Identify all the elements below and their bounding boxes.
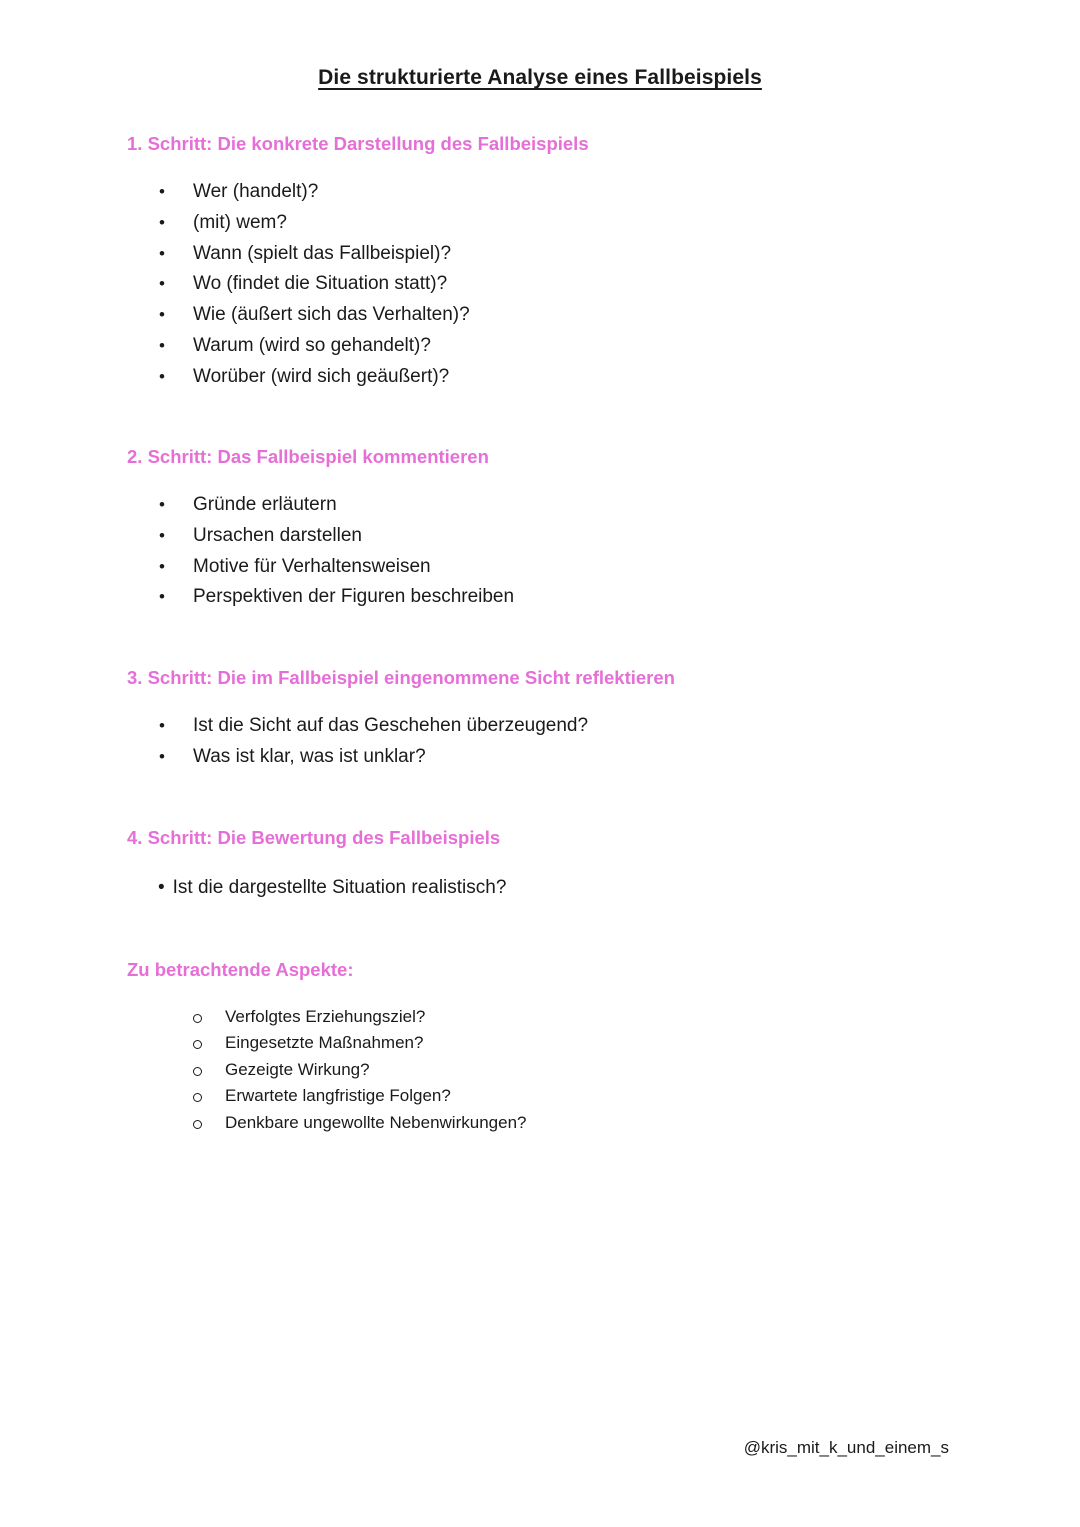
list-item: Eingesetzte Maßnahmen? <box>0 1030 526 1056</box>
list-item: • Warum (wird so gehandelt)? <box>0 331 470 362</box>
bullet-icon: • <box>159 716 165 735</box>
list-item: • Ist die dargestellte Situation realistisch? <box>158 877 507 898</box>
section-2-heading: 2. Schritt: Das Fallbeispiel kommentieren <box>127 446 489 467</box>
list-item: • Worüber (wird sich geäußert)? <box>0 362 470 393</box>
list-item: • Motive für Verhaltensweisen <box>0 552 514 583</box>
section-1-heading: 1. Schritt: Die konkrete Darstellung des Fallbeispiels <box>127 133 589 154</box>
section-3-heading: 3. Schritt: Die im Fallbeispiel eingenommene Sicht reflektieren <box>127 667 675 688</box>
list-item: • Wie (äußert sich das Verhalten)? <box>0 300 470 331</box>
list-item: • Ist die Sicht auf das Geschehen überzeugend? <box>0 711 588 742</box>
list-item: • (mit) wem? <box>0 208 470 239</box>
section-2-list <box>0 490 514 613</box>
bullet-icon: • <box>158 877 165 898</box>
aspects-heading: Zu betrachtende Aspekte: <box>127 959 354 980</box>
section-4-heading: 4. Schritt: Die Bewertung des Fallbeispiels <box>127 827 501 848</box>
bullet-icon: • <box>159 335 165 355</box>
bullet-icon: • <box>159 556 165 576</box>
bullet-icon: • <box>159 587 165 607</box>
aspects-list <box>0 1004 526 1136</box>
list-item: • Was ist klar, was ist unklar? <box>0 742 588 773</box>
bullet-icon: • <box>159 305 165 325</box>
list-item: • Wo (findet die Situation statt)? <box>0 269 470 300</box>
list-item: • Gründe erläutern <box>0 490 514 521</box>
section-1-list <box>0 177 470 393</box>
bullet-icon: • <box>159 746 165 766</box>
list-item: • Wer (handelt)? <box>0 177 470 208</box>
list-item: Erwartete langfristige Folgen? <box>0 1083 526 1109</box>
section-3-list <box>0 711 588 773</box>
bullet-icon: • <box>159 212 165 232</box>
list-item: • Wann (spielt das Fallbeispiel)? <box>0 239 470 270</box>
bullet-icon: • <box>159 366 165 386</box>
author-handle: @kris_mit_k_und_einem_s <box>743 1438 949 1457</box>
bullet-icon: • <box>159 182 165 201</box>
bullet-icon: • <box>159 525 165 545</box>
bullet-icon: • <box>159 274 165 294</box>
list-item: Denkbare ungewollte Nebenwirkungen? <box>0 1110 526 1136</box>
bullet-icon: • <box>159 243 165 263</box>
list-item: • Ursachen darstellen <box>0 521 514 552</box>
list-item: Gezeigte Wirkung? <box>0 1057 526 1083</box>
circle-bullet-icon <box>193 1067 202 1076</box>
circle-bullet-icon <box>193 1120 202 1129</box>
circle-bullet-icon <box>193 1093 202 1102</box>
list-item: • Perspektiven der Figuren beschreiben <box>0 582 514 613</box>
page-title: Die strukturierte Analyse eines Fallbeispiels <box>318 66 762 89</box>
list-item: Verfolgtes Erziehungsziel? <box>0 1004 526 1030</box>
circle-bullet-icon <box>193 1040 202 1049</box>
circle-bullet-icon <box>193 1014 202 1023</box>
bullet-icon: • <box>159 495 165 514</box>
